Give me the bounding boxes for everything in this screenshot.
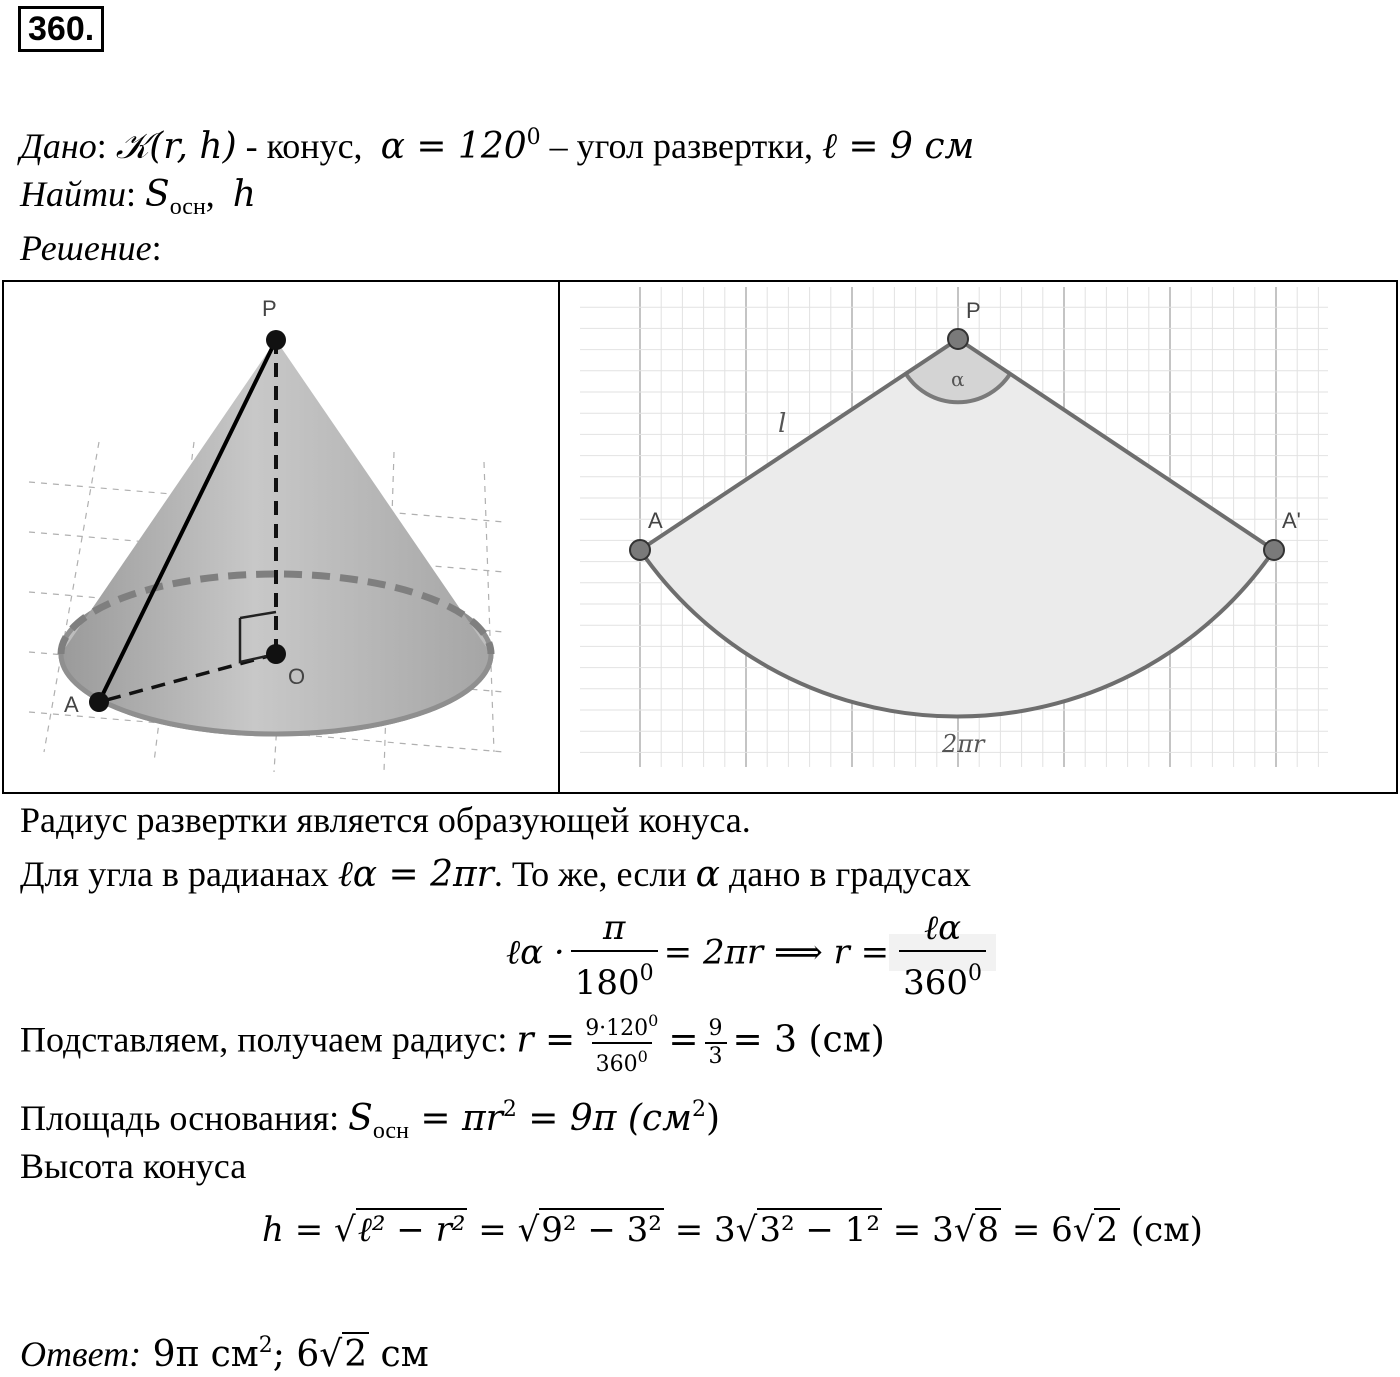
net-point-p <box>948 329 968 349</box>
answer-label: Ответ: <box>20 1334 142 1374</box>
given-ell: ℓ = 9 см <box>821 126 975 167</box>
cone-figure <box>2 280 560 794</box>
net-point-a-prime <box>1264 540 1284 560</box>
net-label-l: l <box>778 409 787 439</box>
find-s: S <box>145 174 170 215</box>
solution-label: Решение <box>20 228 152 268</box>
text-line-3: Подставляем, получаем радиус: r = $\frac{9\cdot 120^0}{360^0}$ = $\frac{9}{3}$ = 3 (см) <box>20 1011 885 1077</box>
problem-number: 360. <box>18 6 104 52</box>
solution-line: Решение: <box>20 228 162 268</box>
find-line: Найти: $S_{осн}$, h <box>20 174 256 220</box>
find-label: Найти <box>20 174 126 214</box>
given-label: Дано <box>20 126 97 166</box>
net-label-alpha: α <box>951 367 965 391</box>
net-figure <box>558 280 1398 794</box>
net-label-arc: 2πr <box>942 730 985 758</box>
formula-ell-alpha: ℓα = 2πr <box>337 854 494 895</box>
answer-line: Ответ: 9π $см^2$; 6√2 см <box>20 1333 429 1375</box>
given-cone-text: - конус, <box>236 126 363 166</box>
text-line-4: Площадь основания: $S_{осн} = \pi r^2 = 9\pi$ $(см^2)$ <box>20 1097 720 1144</box>
label-a: A <box>64 692 79 717</box>
given-alpha-text: – угол развертки, <box>540 126 813 166</box>
given-cone: 𝒦(r, h) <box>115 126 237 167</box>
find-h: h <box>232 174 256 215</box>
label-p: P <box>262 296 277 321</box>
cone-svg <box>4 282 558 792</box>
point-p <box>266 330 286 350</box>
text-line-5: Высота конуса <box>20 1146 247 1186</box>
label-o: O <box>288 664 306 689</box>
net-label-a: A <box>648 508 663 533</box>
equation-radius-derivation: ℓα · $\frac{\pi}{180^0}$ = 2πr ⟹ r = $\frac{\text{ℓα}}{360^0}$ <box>506 906 996 1005</box>
find-s-sub: осн <box>169 194 206 220</box>
equation-height: h = √ℓ² − r² = √9² − 3² = 3√3² − 1² = 3√8 = 6√2 (см) <box>262 1210 1203 1250</box>
net-point-a <box>630 540 650 560</box>
net-svg <box>560 282 1396 792</box>
text-line-2: Для угла в радианах ℓα = 2πr. То же, если α дано в градусах <box>20 854 971 895</box>
net-label-p: P <box>966 298 981 323</box>
given-alpha: α = 120 <box>380 126 527 167</box>
given-alpha-degree: 0 <box>526 125 541 150</box>
given-line: Дано: 𝒦(r, h) - конус, $\alpha = 120^0$ – угол развертки, ℓ = 9 см <box>20 125 975 167</box>
text-line-1: Радиус развертки является образующей конуса. <box>20 800 751 840</box>
point-o <box>266 644 286 664</box>
point-a <box>89 692 109 712</box>
net-label-a-prime: A' <box>1282 508 1301 533</box>
